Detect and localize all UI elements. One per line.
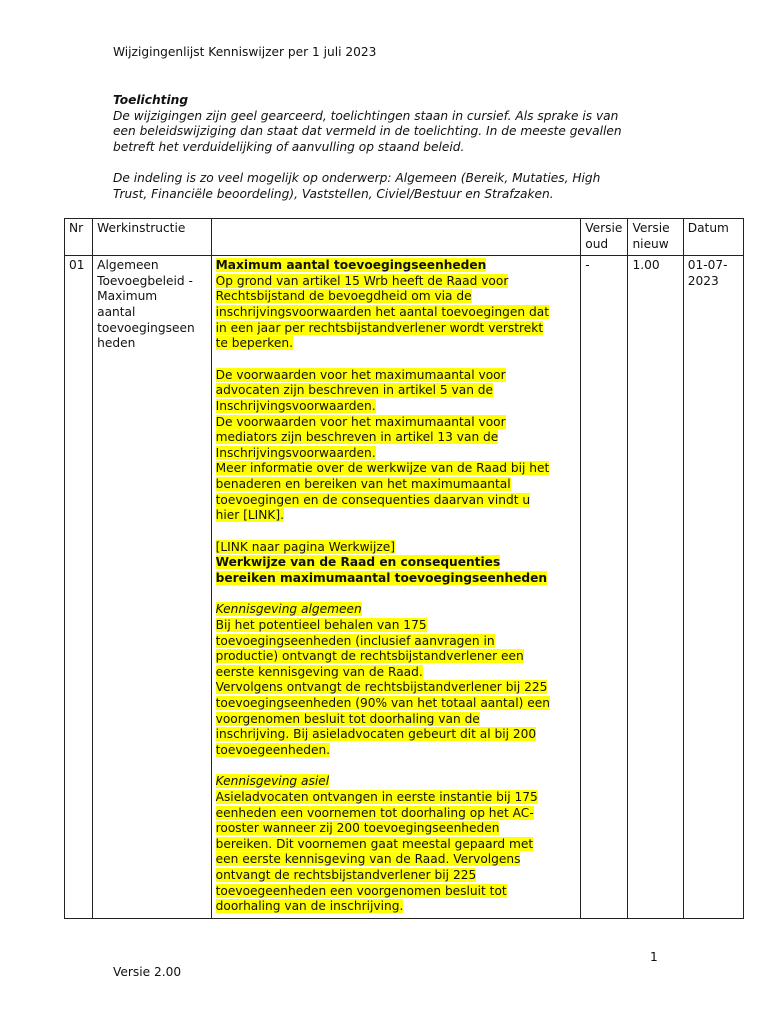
table-row (65, 256, 744, 919)
content-block-1: Op grond van artikel 15 Wrb heeft de Raad voor Rechtsbijstand de bevoegdheid om via de inschrijvingsvoorwaarden het aantal toevoegingen dat in een jaar per rechtsbijstandverlener wordt verstrekt te beperken. (215, 273, 549, 351)
document-footer: Versie 2.00 (113, 965, 182, 979)
content-subtitle: bereiken maximumaantal toevoegingseenheden (215, 570, 548, 585)
kennisgeving-asiel-title: Kennisgeving asiel (215, 774, 330, 789)
table-header-row (65, 219, 744, 256)
intro-line: De indeling is zo veel mogelijk op onderwerp: Algemeen (Bereik, Mutaties, High (113, 171, 601, 186)
content-block-kennisgeving-asiel: Kennisgeving asiel Asieladvocaten ontvangen in eerste instantie bij 175 eenheden een voornemen tot doorhaling op het AC- rooster wanneer zij 200 toevoegingseenheden bereiken. Dit voornemen gaat meestal gepaard met een eerste kennisgeving van de Raad. Vervolgens ontvangt de rechtsbijstandverlener bij 225 toevoegeenheden een voorgenomen besluit tot doorhaling van de inschrijving. (215, 774, 538, 914)
header-versie-nieuw: Versie nieuw (628, 219, 683, 256)
content-block-3 (216, 540, 577, 587)
page-number: 1 (650, 950, 658, 964)
kennisgeving-algemeen-title: Kennisgeving algemeen (215, 602, 362, 617)
header-werkinstructie: Werkinstructie (93, 219, 212, 256)
document-header: Wijzigingenlijst Kenniswijzer per 1 juli 2023 (113, 45, 377, 59)
content-subtitle: Werkwijze van de Raad en consequenties (215, 555, 501, 570)
intro-line: betreft het verduidelijking of aanvulling op staand beleid. (113, 139, 465, 154)
intro-line: Trust, Financiële beoordeling), Vaststellen, Civiel/Bestuur en Strafzaken. (113, 186, 554, 201)
cell-content (211, 256, 581, 919)
content-block-kennisgeving-algemeen: Kennisgeving algemeen Bij het potentieel behalen van 175 toevoegingseenheden (inclusief aanvragen in productie) ontvangt de rechtsbijstandverlener een eerste kennisgeving van de Raad. Vervolgens ontvangt de rechtsbijstandverlener bij 225 toevoegingseenheden (90% van het totaal aantal) een voorgenomen besluit tot doorhaling van de inschrijving. Bij asieladvocaten gebeurt dit al bij 200 toevoegeenheden. (215, 602, 550, 757)
cell-versie-oud: - (581, 256, 628, 919)
header-content (211, 219, 581, 256)
link-placeholder: [LINK naar pagina Werkwijze] (215, 539, 395, 554)
header-versie-oud: Versie oud (581, 219, 628, 256)
changes-table (64, 218, 744, 919)
header-datum: Datum (683, 219, 743, 256)
intro-line: een beleidswijziging dan staat dat vermeld in de toelichting. In de meeste gevallen (113, 124, 622, 139)
cell-werkinstructie: Algemeen Toevoegbeleid - Maximum aantal toevoegingseen heden (93, 256, 212, 919)
content-title: Maximum aantal toevoegingseenheden (215, 258, 487, 273)
intro-line: De wijzigingen zijn geel gearceerd, toelichtingen staan in cursief. Als sprake is van (113, 108, 619, 123)
intro-title: Toelichting (113, 93, 189, 107)
cell-nr: 01 (65, 256, 93, 919)
content-block-2: De voorwaarden voor het maximumaantal voor advocaten zijn beschreven in artikel 5 van de Inschrijvingsvoorwaarden. De voorwaarden voor het maximumaantal voor mediators zijn beschreven in artikel 13 van de Inschrijvingsvoorwaarden. Meer informatie over de werkwijze van de Raad bij het benaderen en bereiken van het maximumaantal toevoegingen en de consequenties daarvan vindt u hier [LINK]. (215, 367, 550, 523)
intro-paragraph-2 (113, 171, 658, 202)
intro-section (113, 93, 658, 203)
cell-versie-nieuw: 1.00 (628, 256, 683, 919)
header-nr: Nr (65, 219, 93, 256)
cell-datum: 01-07- 2023 (683, 256, 743, 919)
intro-paragraph-1 (113, 109, 658, 156)
